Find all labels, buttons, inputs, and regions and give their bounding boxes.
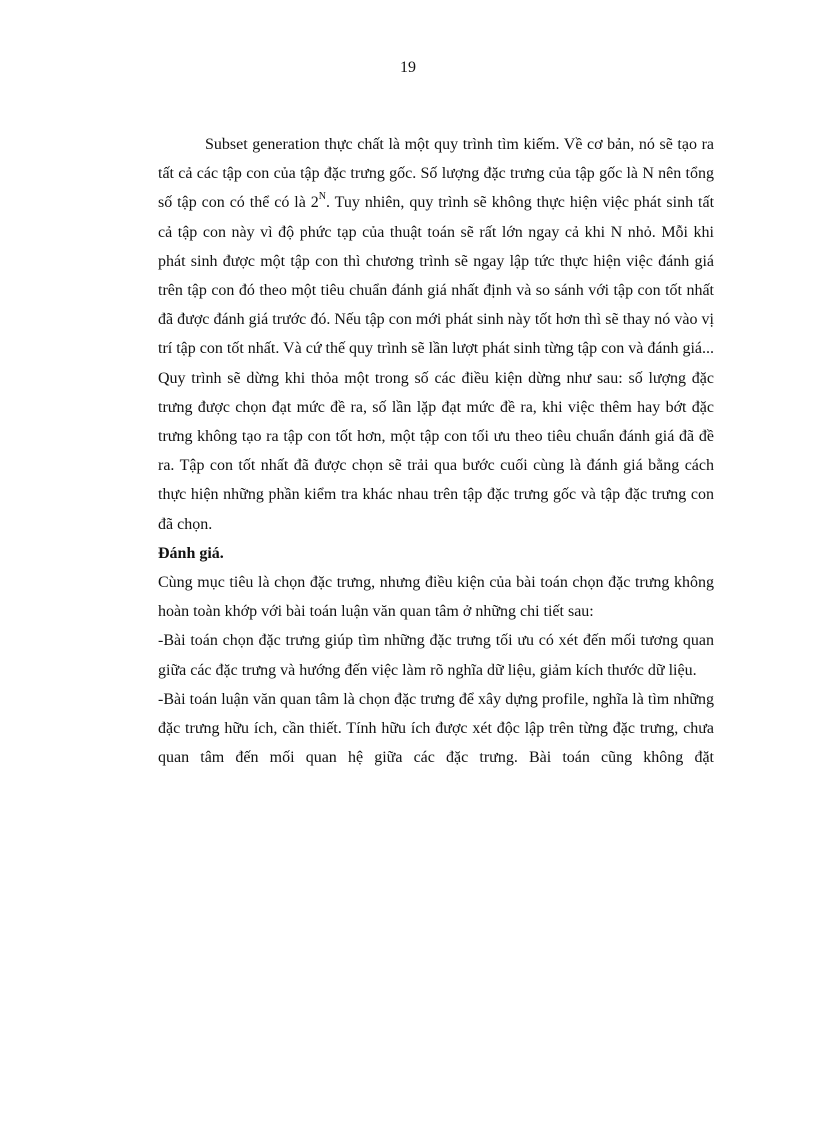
intro-paragraph xyxy=(158,130,714,539)
intro-superscript: N xyxy=(318,191,327,203)
page-number: 19 xyxy=(400,59,416,76)
evaluation-paragraph-3: -Bài toán luận văn quan tâm là chọn đặc trưng để xây dựng profile, nghĩa là tìm những đặc trưng hữu ích, cần thiết. Tính hữu ích được xét độc lập trên từng đặc trưng, chưa quan tâm đến mối quan hệ giữa các đặc trưng. Bài toán cũng không đặt xyxy=(158,690,714,767)
page-body xyxy=(158,130,714,772)
evaluation-paragraph-1: Cùng mục tiêu là chọn đặc trưng, nhưng điều kiện của bài toán chọn đặc trưng không hoàn toàn khớp với bài toán luận văn quan tâm ở những chi tiết sau: xyxy=(158,574,714,621)
evaluation-heading: Đánh giá. xyxy=(158,544,224,562)
intro-text-part1: Subset generation thực chất là một quy trình tìm kiếm. Về cơ bản, nó sẽ tạo ra tất cả các tập con của tập đặc trưng gốc. Số lượng đặc trưng của tập gốc là N nên tổng số tập con có thể có là 2 xyxy=(158,136,714,212)
intro-text-part2: . Tuy nhiên, quy trình sẽ không thực hiện việc phát sinh tất cả tập con này vì độ phức tạp của thuật toán sẽ rất lớn ngay cả khi N nhỏ. Mỗi khi phát sinh được một tập con thì chương trình sẽ ngay lập tức thực hiện việc đánh giá trên tập con đó theo một tiêu chuẩn đánh giá nhất định và so sánh với tập con tốt nhất đã được đánh giá trước đó. Nếu tập con mới phát sinh này tốt hơn thì sẽ thay nó vào vị trí tập con tốt nhất. Và cứ thế quy trình sẽ lần lượt phát sinh từng tập con và đánh giá... Quy trình sẽ dừng khi thỏa một trong số các điều kiện dừng như sau: số lượng đặc trưng được chọn đạt mức đề ra, số lần lặp đạt mức đề ra, khi việc thêm hay bớt đặc trưng không tạo ra tập con tốt hơn, một tập con tối ưu theo tiêu chuẩn đánh giá đã đề ra. Tập con tốt nhất đã được chọn sẽ trải qua bước cuối cùng là đánh giá bằng cách thực hiện những phần kiểm tra khác nhau trên tập đặc trưng gốc và tập đặc trưng con đã chọn. xyxy=(158,194,715,533)
evaluation-paragraph-2: -Bài toán chọn đặc trưng giúp tìm những đặc trưng tối ưu có xét đến mối tương quan giữa các đặc trưng và hướng đến việc làm rõ nghĩa dữ liệu, giảm kích thước dữ liệu. xyxy=(158,632,714,679)
